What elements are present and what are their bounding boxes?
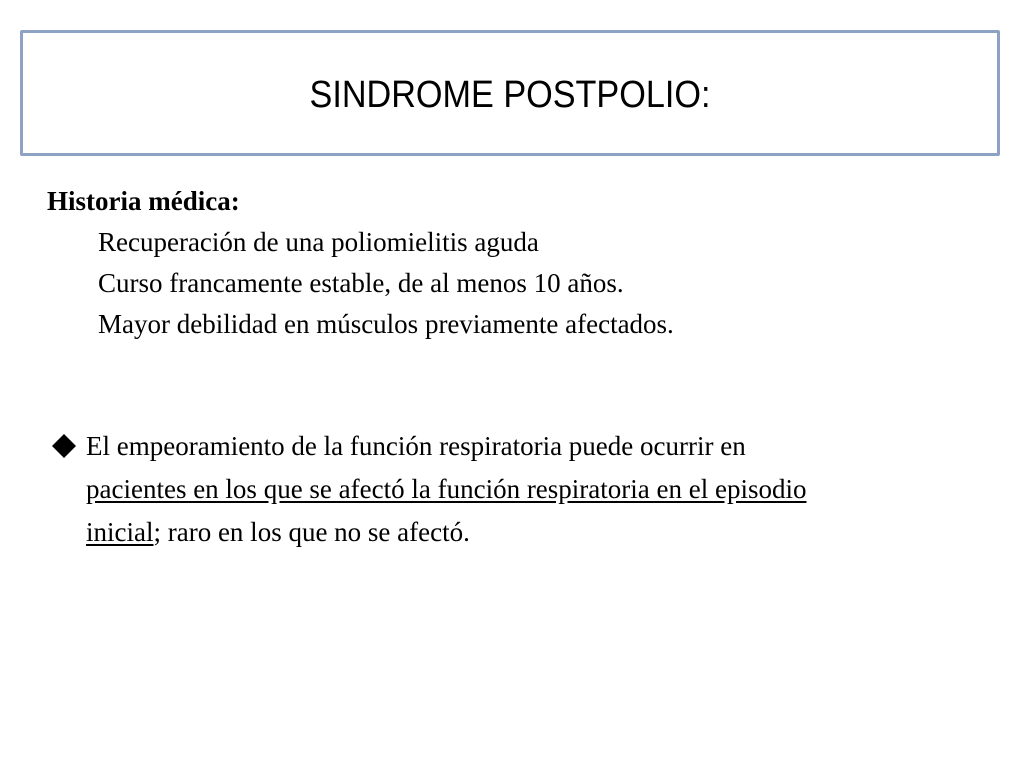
bullet-line-3-rest: ; raro en los que no se afectó.	[153, 517, 470, 547]
history-line-3: Mayor debilidad en músculos previamente afectados.	[98, 309, 674, 339]
diamond-bullet-icon	[50, 432, 78, 460]
bullet-line-2-underlined: pacientes en los que se afectó la función respiratoria en el episodio	[86, 474, 807, 504]
slide-title: SINDROME POSTPOLIO:	[309, 74, 711, 116]
title-box	[20, 30, 1000, 156]
bullet-line-3	[86, 514, 470, 550]
bullet-line-1: El empeoramiento de la función respiratoria puede ocurrir en	[86, 431, 746, 461]
history-line-2: Curso francamente estable, de al menos 10 años.	[98, 268, 624, 298]
bullet-line-2	[86, 471, 806, 507]
history-line-1: Recuperación de una poliomielitis aguda	[98, 227, 539, 257]
history-heading: Historia médica:	[47, 186, 240, 216]
bullet-line-3-underlined: inicial	[86, 517, 154, 547]
